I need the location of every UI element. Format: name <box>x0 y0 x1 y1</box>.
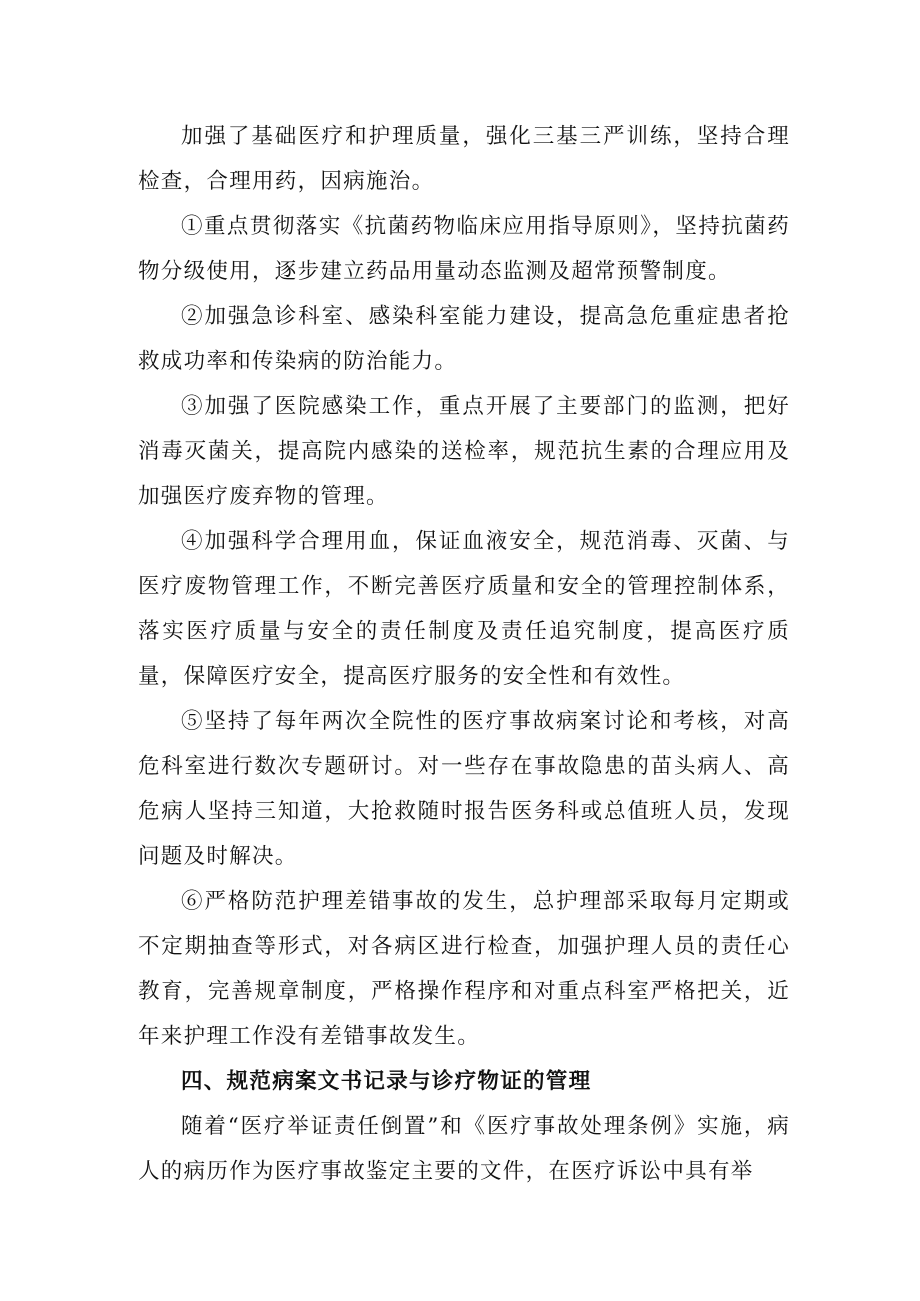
paragraph-item-5: ⑤坚持了每年两次全院性的医疗事故病案讨论和考核，对高危科室进行数次专题研讨。对一些存在事故隐患的苗头病人、高危病人坚持三知道，大抢救随时报告医务科或总值班人员，发现问题及时解决。 <box>138 709 790 869</box>
document-body <box>138 114 790 1194</box>
paragraph-item-2: ②加强急诊科室、感染科室能力建设，提高急危重症患者抢救成功率和传染病的防治能力。 <box>138 304 790 374</box>
paragraph-item-4: ④加强科学合理用血，保证血液安全，规范消毒、灭菌、与医疗废物管理工作，不断完善医疗质量和安全的管理控制体系，落实医疗质量与安全的责任制度及责任追究制度，提高医疗质量，保障医疗安全，提高医疗服务的安全性和有效性。 <box>138 529 790 689</box>
section-heading: 四、规范病案文书记录与诊疗物证的管理 <box>181 1069 592 1094</box>
paragraph-item-3: ③加强了医院感染工作，重点开展了主要部门的监测，把好消毒灭菌关，提高院内感染的送检率，规范抗生素的合理应用及加强医疗废弃物的管理。 <box>138 394 790 509</box>
paragraph-intro: 加强了基础医疗和护理质量，强化三基三严训练，坚持合理检查，合理用药，因病施治。 <box>138 124 790 194</box>
paragraph-final: 随着“医疗举证责任倒置”和《医疗事故处理条例》实施，病人的病历作为医疗事故鉴定主要的文件，在医疗诉讼中具有举 <box>138 1114 790 1184</box>
paragraph-item-1: ①重点贯彻落实《抗菌药物临床应用指导原则》，坚持抗菌药物分级使用，逐步建立药品用量动态监测及超常预警制度。 <box>138 214 790 284</box>
paragraph-item-6: ⑥严格防范护理差错事故的发生，总护理部采取每月定期或不定期抽查等形式，对各病区进行检查，加强护理人员的责任心教育，完善规章制度，严格操作程序和对重点科室严格把关，近年来护理工作没有差错事故发生。 <box>138 889 790 1049</box>
